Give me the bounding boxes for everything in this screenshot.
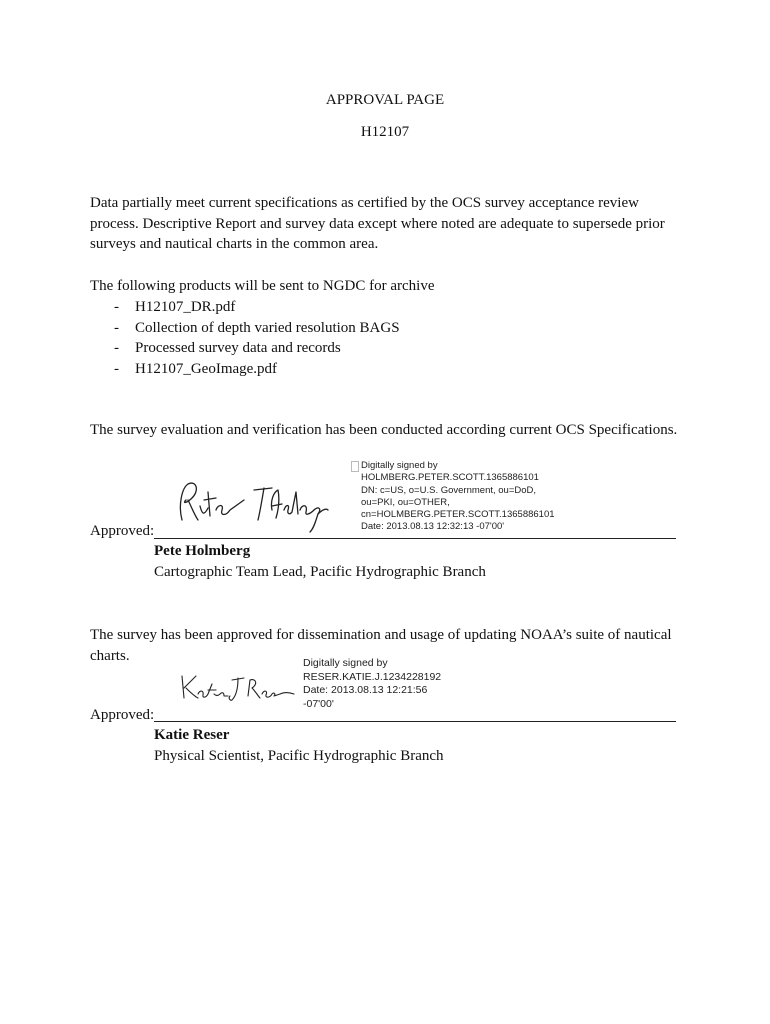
evaluation-paragraph: The survey evaluation and verification has been conducted according current OCS Specifications. xyxy=(90,422,678,438)
digital-signature-block-2: Digitally signed by RESER.KATIE.J.1234228192 Date: 2013.08.13 12:21:56 -07'00' xyxy=(303,657,442,710)
list-marker: - xyxy=(114,319,119,336)
list-marker: - xyxy=(114,299,119,315)
approved-label-1: Approved: xyxy=(90,523,155,539)
list-item: - Processed survey data and records xyxy=(90,338,400,359)
dissemination-paragraph: The survey has been approved for dissemination and usage of updating NOAA’s suite of nautical charts. xyxy=(90,627,672,664)
approver-name-2: Katie Reser xyxy=(154,727,230,743)
approved-label-2: Approved: xyxy=(90,707,155,723)
list-item: - Collection of depth varied resolution BAGS xyxy=(90,318,400,339)
certificate-icon xyxy=(351,461,359,472)
approver-name-1: Pete Holmberg xyxy=(154,543,251,559)
handwritten-signature-icon xyxy=(176,668,301,704)
archive-products-list xyxy=(90,297,400,379)
document-number: H12107 xyxy=(360,124,410,140)
list-item: - H12107_DR.pdf xyxy=(90,297,400,318)
approver-role-2: Physical Scientist, Pacific Hydrographic Branch xyxy=(154,748,444,764)
list-marker: - xyxy=(114,360,119,377)
certification-paragraph: Data partially meet current specifications as certified by the OCS survey acceptance review process. Descriptive Report and survey data except where noted are adequate to supersede prior surveys and nautical charts in the common area. xyxy=(90,195,665,252)
list-marker: - xyxy=(114,340,119,356)
archive-intro-paragraph: The following products will be sent to NGDC for archive xyxy=(90,278,435,294)
approver-role-1: Cartographic Team Lead, Pacific Hydrographic Branch xyxy=(154,564,486,580)
page-title: APPROVAL PAGE xyxy=(325,92,445,108)
list-item: - H12107_GeoImage.pdf xyxy=(90,359,400,380)
signature-line-2 xyxy=(154,721,676,722)
digital-signature-block-1: Digitally signed by HOLMBERG.PETER.SCOTT.1365886101 DN: c=US, o=U.S. Government, ou=DoD, ou=PKI, ou=OTHER, cn=HOLMBERG.PETER.SCOTT.1365886101 Date: 2013.08.13 12:32:13 -07'00' xyxy=(361,460,555,533)
handwritten-signature-icon xyxy=(168,470,348,540)
signature-line-1 xyxy=(154,538,676,539)
